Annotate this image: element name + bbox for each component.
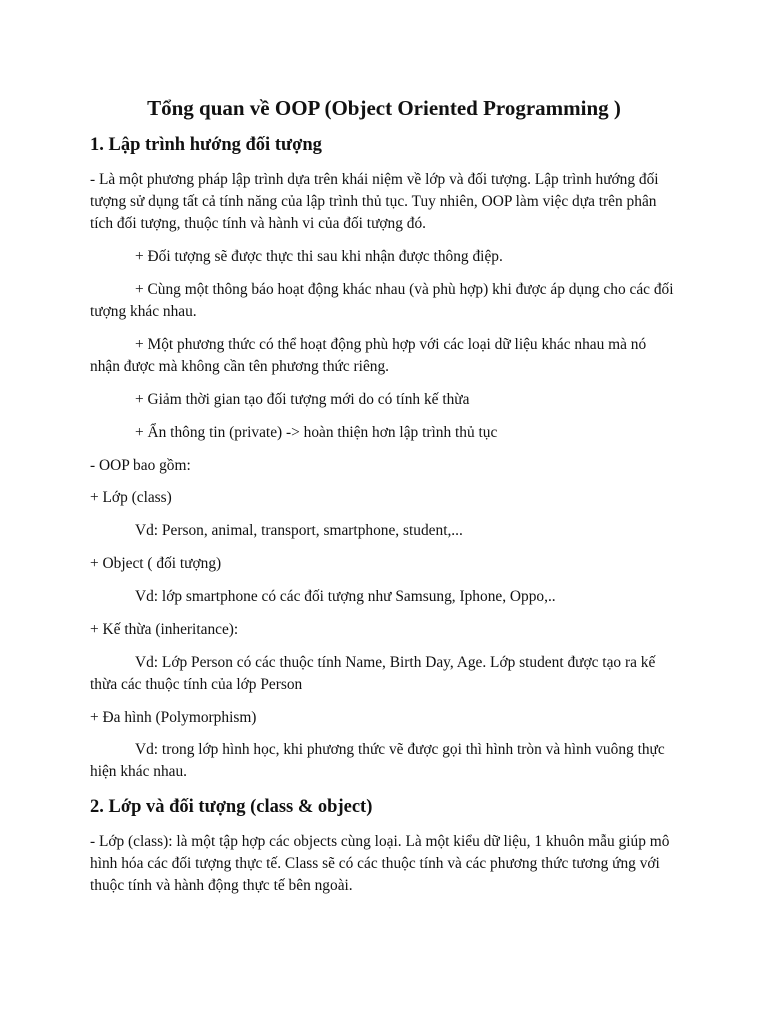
example-class: Vd: Person, animal, transport, smartphone, student,... bbox=[135, 522, 463, 539]
bullet-time: + Giảm thời gian tạo đối tượng mới do có tính kế thừa bbox=[135, 391, 470, 408]
bullet-method: + Một phương thức có thể hoạt động phù hợp với các loại dữ liệu khác nhau mà nó nhận được mà không cần tên phương thức riêng. bbox=[90, 336, 647, 375]
section-1-intro: - Là một phương pháp lập trình dựa trên khái niệm về lớp và đối tượng. Lập trình hướng đối tượng sử dụng tất cả tính năng của lập trình thủ tục. Tuy nhiên, OOP làm việc dựa trên phân tích đối tượng, thuộc tính và hành vi của đối tượng đó. bbox=[90, 171, 659, 232]
example-polymorphism: Vd: trong lớp hình học, khi phương thức vẽ được gọi thì hình tròn và hình vuông thực hiện khác nhau. bbox=[90, 741, 665, 780]
item-class: + Lớp (class) bbox=[90, 489, 172, 506]
section-1-heading: 1. Lập trình hướng đối tượng bbox=[90, 135, 322, 155]
example-object: Vd: lớp smartphone có các đối tượng như Samsung, Iphone, Oppo,.. bbox=[135, 588, 556, 605]
item-polymorphism: + Đa hình (Polymorphism) bbox=[90, 709, 257, 726]
oop-includes: - OOP bao gồm: bbox=[90, 457, 191, 474]
document-title: Tổng quan về OOP (Object Oriented Programming ) bbox=[147, 96, 621, 120]
bullet-same-message: + Cùng một thông báo hoạt động khác nhau (và phù hợp) khi được áp dụng cho các đối tượng khác nhau. bbox=[90, 281, 674, 320]
section-2-paragraph: - Lớp (class): là một tập hợp các objects cùng loại. Là một kiểu dữ liệu, 1 khuôn mẫu giúp mô hình hóa các đối tượng thực tế. Class sẽ có các thuộc tính và các phương thức tương ứng với thuộc tính và hành động thực tế bên ngoài. bbox=[90, 833, 670, 894]
item-inheritance: + Kế thừa (inheritance): bbox=[90, 621, 239, 638]
example-inheritance: Vd: Lớp Person có các thuộc tính Name, Birth Day, Age. Lớp student được tạo ra kế thừa các thuộc tính của lớp Person bbox=[90, 654, 656, 693]
section-2-heading: 2. Lớp và đối tượng (class & object) bbox=[90, 797, 373, 817]
bullet-message: + Đối tượng sẽ được thực thi sau khi nhận được thông điệp. bbox=[135, 248, 503, 265]
item-object: + Object ( đối tượng) bbox=[90, 555, 222, 572]
bullet-hiding: + Ẩn thông tin (private) -> hoàn thiện hơn lập trình thủ tục bbox=[135, 424, 498, 441]
